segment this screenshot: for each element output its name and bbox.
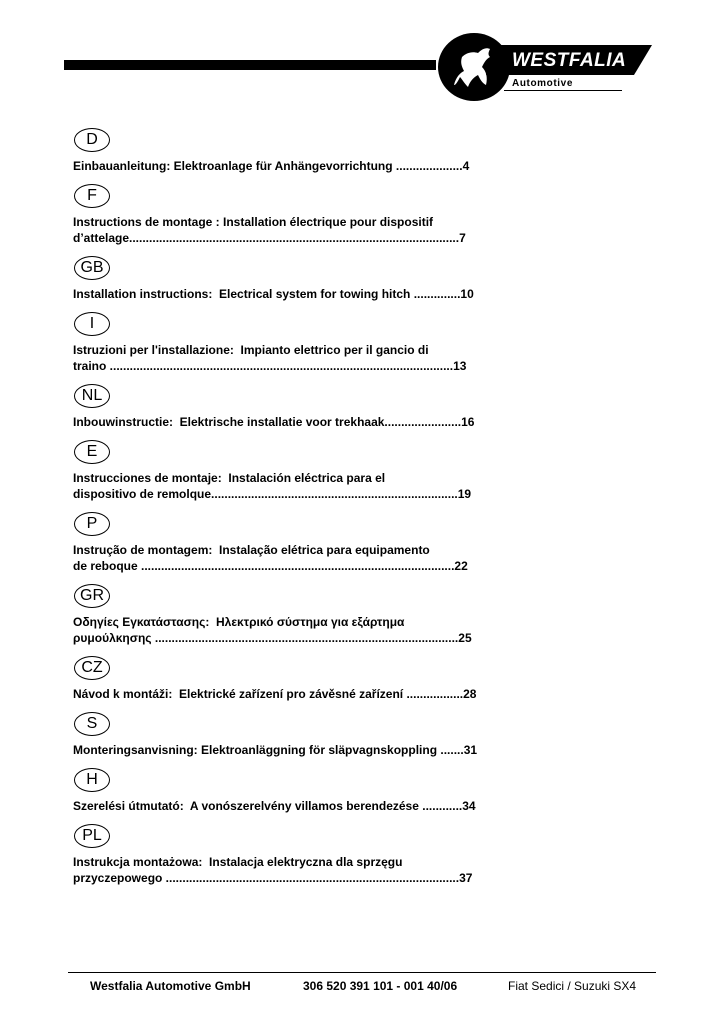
toc-entry (73, 384, 533, 430)
language-badge: PL (74, 824, 110, 848)
header-rule (64, 60, 436, 70)
toc-entry (73, 184, 533, 246)
brand-name: WESTFALIA (512, 50, 627, 71)
toc-entry-text: przyczepowego ........................................................................................37 (73, 871, 473, 885)
footer-doc-number: 306 520 391 101 - 001 40/06 (303, 979, 458, 993)
toc-entry-text: dispositivo de remolque..........................................................................19 (73, 487, 472, 501)
toc-entry-text: Istruzioni per l'installazione: Impianto elettrico per il gancio di (73, 343, 429, 357)
toc-entry-text: Instructions de montage : Installation électrique pour dispositif (73, 215, 434, 229)
toc-entry-text: ρυμούλκησης ...........................................................................................25 (73, 631, 472, 645)
toc-entry-text: Instrução de montagem: Instalação elétrica para equipamento (73, 543, 430, 557)
toc-entry-text: Szerelési útmutató: A vonószerelvény villamos berendezése ............34 (73, 799, 476, 813)
toc-entry-text: traino .......................................................................................................13 (73, 359, 467, 373)
language-badge: H (74, 768, 110, 792)
toc-entry-text: d’attelage...................................................................................................7 (73, 231, 466, 245)
table-of-contents (73, 128, 533, 886)
language-badge: P (74, 512, 110, 536)
language-badge: D (74, 128, 110, 152)
language-badge: I (74, 312, 110, 336)
toc-entry (73, 712, 533, 758)
toc-entry-text: Installation instructions: Electrical system for towing hitch ..............10 (73, 287, 474, 301)
toc-entry-text: Monteringsanvisning: Elektroanläggning för släpvagnskoppling .......31 (73, 743, 478, 757)
language-badge: E (74, 440, 110, 464)
toc-entry (73, 128, 533, 174)
toc-entry-text: Einbauanleitung: Elektroanlage für Anhängevorrichtung ....................4 (73, 159, 470, 173)
brand-subtitle: Automotive (512, 78, 573, 89)
footer-vehicle: Fiat Sedici / Suzuki SX4 (508, 979, 637, 993)
language-badge: NL (74, 384, 110, 408)
toc-entry-text: Inbouwinstructie: Elektrische installatie voor trekhaak.......................16 (73, 415, 475, 429)
toc-entry-text: de reboque ..............................................................................................22 (73, 559, 468, 573)
language-badge: F (74, 184, 110, 208)
toc-entry (73, 824, 533, 886)
toc-entry-text: Οδηγίες Εγκατάστασης: Ηλεκτρικό σύστημα για εξάρτημα (73, 615, 405, 629)
toc-entry-text: Instrucciones de montaje: Instalación eléctrica para el (73, 471, 386, 485)
footer-rule (68, 972, 656, 973)
footer-company: Westfalia Automotive GmbH (90, 979, 251, 993)
toc-entry (73, 656, 533, 702)
language-badge: GR (74, 584, 110, 608)
toc-entry (73, 584, 533, 646)
toc-entry (73, 440, 533, 502)
language-badge: S (74, 712, 110, 736)
toc-entry-text: Návod k montáži: Elektrické zařízení pro závěsné zařízení .................28 (73, 687, 477, 701)
brand-underline (504, 90, 622, 91)
toc-entry-text: Instrukcja montażowa: Instalacja elektryczna dla sprzęgu (73, 855, 403, 869)
language-badge: GB (74, 256, 110, 280)
toc-entry (73, 512, 533, 574)
toc-entry (73, 768, 533, 814)
language-badge: CZ (74, 656, 110, 680)
toc-entry (73, 312, 533, 374)
toc-entry (73, 256, 533, 302)
